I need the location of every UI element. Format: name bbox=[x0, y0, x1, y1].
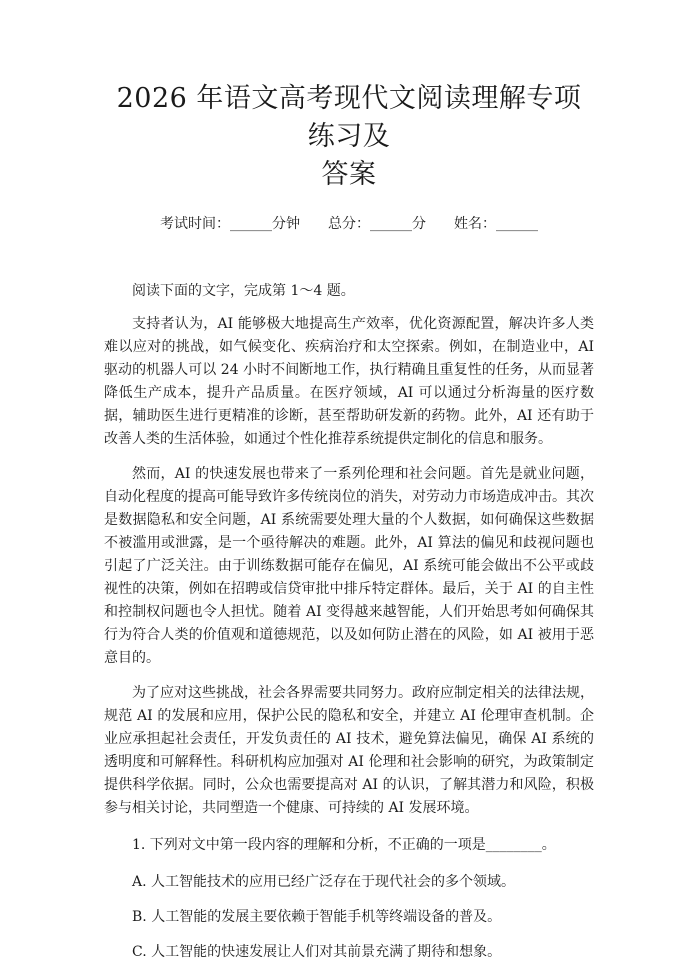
paragraph-3: 为了应对这些挑战，社会各界需要共同努力。政府应制定相关的法律法规，规范 AI 的发展和应用，保护公民的隐私和安全，并建立 AI 伦理审查机制。企业应承担起社会责任，开发负责任的 AI 技术，避免算法偏见，确保 AI 系统的透明度和可解释性。科研机构应加强对 AI 伦理和社会影响的研究，为政策制定提供科学依据。同时，公众也需要提高对 AI 的认识，了解其潜力和风险，积极参与相关讨论，共同塑造一个健康、可持续的 AI 发展环境。 bbox=[104, 685, 594, 816]
exam-meta bbox=[104, 214, 594, 234]
title-line-2: 答案 bbox=[321, 159, 377, 190]
total-score-field: 总分：______分 bbox=[328, 216, 426, 232]
question-1-option-a: A. 人工智能技术的应用已经广泛存在于现代社会的多个领域。 bbox=[132, 874, 516, 890]
name-field: 姓名：______ bbox=[454, 216, 538, 232]
document-title bbox=[104, 0, 594, 194]
title-line-1: 2026 年语文高考现代文阅读理解专项练习及 bbox=[116, 83, 582, 152]
reading-instruction: 阅读下面的文字，完成第 1～4 题。 bbox=[132, 283, 355, 299]
question-1-option-c: C. 人工智能的快速发展让人们对其前景充满了期待和想象。 bbox=[132, 944, 502, 960]
reading-content bbox=[104, 280, 594, 964]
exam-time-field: 考试时间：______分钟 bbox=[160, 216, 300, 232]
paragraph-1: 支持者认为，AI 能够极大地提高生产效率，优化资源配置，解决许多人类难以应对的挑战，如气候变化、疾病治疗和太空探索。例如，在制造业中，AI 驱动的机器人可以 24 小时不间断地工作，执行精确且重复性的任务，从而显著降低生产成本，提升产品质量。在医疗领域，AI 可以通过分析海量的医疗数据，辅助医生进行更精准的诊断，甚至帮助研发新的药物。此外，AI 还有助于改善人类的生活体验，如通过个性化推荐系统提供定制化的信息和服务。 bbox=[104, 316, 594, 447]
question-1-option-b: B. 人工智能的发展主要依赖于智能手机等终端设备的普及。 bbox=[132, 909, 502, 925]
question-1-stem: 1. 下列对文中第一段内容的理解和分析，不正确的一项是________。 bbox=[132, 837, 556, 853]
paragraph-2: 然而，AI 的快速发展也带来了一系列伦理和社会问题。首先是就业问题，自动化程度的提高可能导致许多传统岗位的消失，对劳动力市场造成冲击。其次是数据隐私和安全问题，AI 系统需要处理大量的个人数据，如何确保这些数据不被滥用或泄露，是一个亟待解决的难题。此外，AI 算法的偏见和歧视问题也引起了广泛关注。由于训练数据可能存在偏见，AI 系统可能会做出不公平或歧视性的决策，例如在招聘或信贷审批中排斥特定群体。最后，关于 AI 的自主性和控制权问题也令人担忧。随着 AI 变得越来越智能，人们开始思考如何确保其行为符合人类的价值观和道德规范，以及如何防止潜在的风险，如 AI 被用于恶意目的。 bbox=[104, 466, 594, 666]
